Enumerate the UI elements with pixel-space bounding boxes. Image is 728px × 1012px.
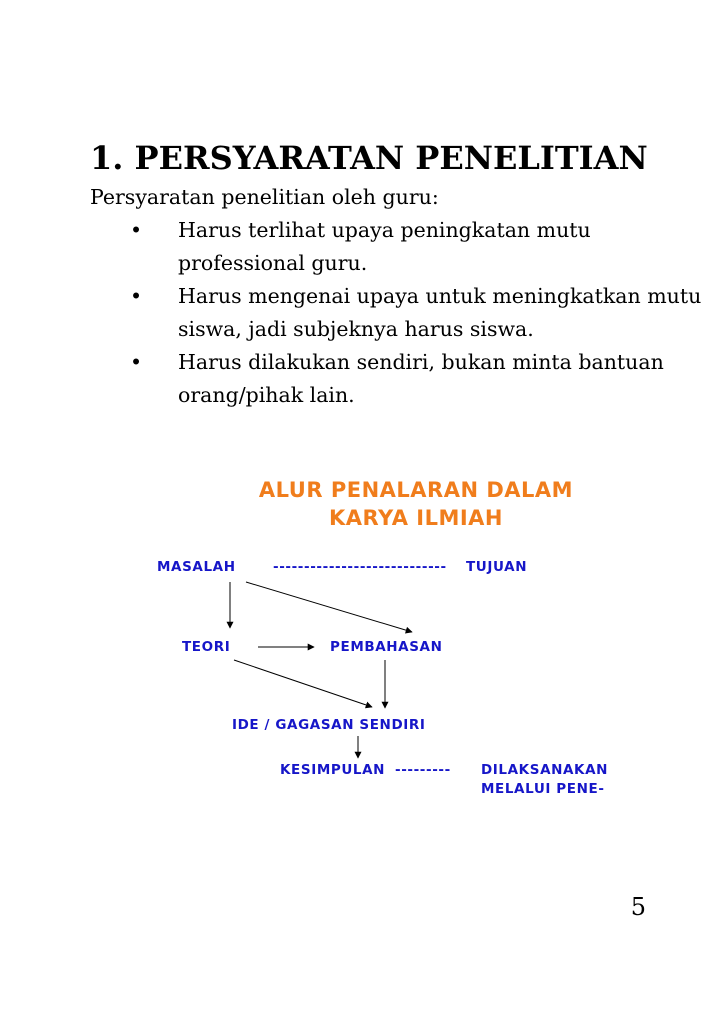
bullet-text: Harus terlihat upaya peningkatan mutu professional guru. [178, 218, 591, 275]
node-melalui: MELALUI PENE- [481, 781, 605, 797]
node-masalah: MASALAH [157, 559, 236, 575]
reasoning-flow-diagram [0, 460, 728, 820]
requirements-list [90, 214, 710, 412]
node-kesimpulan: KESIMPULAN [280, 762, 386, 778]
arrow-masalah-pembahasan [246, 582, 412, 632]
diagram-title: ALUR PENALARAN DALAM KARYA ILMIAH [258, 478, 574, 530]
bullet-icon: • [130, 284, 143, 308]
page-number: 5 [630, 893, 646, 921]
node-pembahasan: PEMBAHASAN [330, 639, 443, 655]
dash-connector: ---------------------------- [273, 559, 447, 575]
arrow-teori-ide [234, 660, 372, 707]
bullet-icon: • [130, 350, 143, 374]
bullet-text: Harus mengenai upaya untuk meningkatkan mutu siswa, jadi subjeknya harus siswa. [178, 284, 702, 341]
dash-connector: --------- [395, 762, 451, 778]
bullet-icon: • [130, 218, 143, 242]
node-ide: IDE / GAGASAN SENDIRI [232, 717, 426, 733]
list-item [90, 280, 710, 346]
node-dilaksanakan: DILAKSANAKAN [481, 762, 609, 778]
node-teori: TEORI [182, 639, 231, 655]
list-item [90, 346, 710, 412]
section-title: 1. PERSYARATAN PENELITIAN [90, 139, 648, 177]
intro-text: Persyaratan penelitian oleh guru: [90, 185, 439, 209]
list-item [90, 214, 710, 280]
bullet-text: Harus dilakukan sendiri, bukan minta bantuan orang/pihak lain. [178, 350, 664, 407]
node-tujuan: TUJUAN [466, 559, 528, 575]
